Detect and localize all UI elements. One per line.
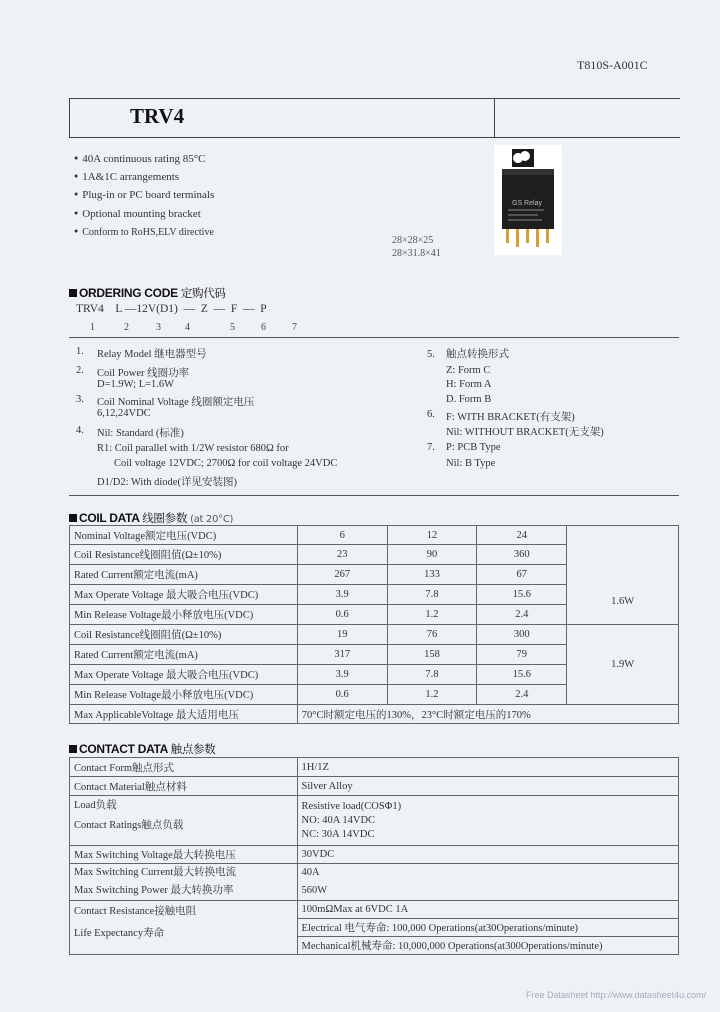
option-text: P: PCB Type — [446, 442, 501, 453]
ordering-heading: ORDERING CODE 定购代码 — [69, 285, 226, 301]
feature-item: ● 40A continuous rating 85°C — [74, 151, 214, 169]
table-row: Contact Form触点形式 1H/1Z — [70, 758, 679, 777]
option-text: Coil voltage 12VDC; 2700Ω for coil voltage 24VDC — [114, 458, 338, 469]
table-row: Min Release Voltage最小释放电压(VDC) 0.6 1.2 2.4 — [70, 605, 679, 625]
option-text: D. Form B — [446, 394, 492, 405]
code-number: 6 — [261, 322, 266, 333]
table-row: Max Operate Voltage 最大吸合电压(VDC) 3.9 7.8 15.6 — [70, 665, 679, 685]
coil-power-b: 1.9W — [567, 625, 679, 705]
option-number: 1. — [76, 346, 84, 357]
table-row: Max Switching Current最大转换电流 Max Switching Power 最大转换功率 40A 560W — [70, 864, 679, 901]
dimension-b: 28×31.8×41 — [392, 248, 441, 259]
table-row: Rated Current额定电流(mA) 317 158 79 — [70, 645, 679, 665]
table-row: Contact Material触点材料 Silver Alloy — [70, 777, 679, 796]
feature-item: ● Conform to RoHS,ELV directive — [74, 224, 214, 242]
table-row: Min Release Voltage最小释放电压(VDC) 0.6 1.2 2.4 — [70, 685, 679, 705]
option-text: 触点转换形式 — [446, 349, 509, 360]
coil-power-a: 1.6W — [567, 526, 679, 625]
feature-list — [74, 151, 214, 242]
option-number: 5. — [427, 349, 435, 360]
option-number: 3. — [76, 394, 84, 405]
table-row: Max ApplicableVoltage 最大适用电压 70°C时额定电压的130%，23°C时额定电压的170% — [70, 705, 679, 724]
table-row: Coil Resistance线圈阻值(Ω±10%) 19 76 300 1.9W — [70, 625, 679, 645]
divider — [69, 337, 679, 338]
contact-table — [69, 757, 679, 955]
option-text: Z: Form C — [446, 365, 491, 376]
option-text: 6,12,24VDC — [97, 408, 151, 419]
option-number: 2. — [76, 365, 84, 376]
option-text: H: Form A — [446, 379, 492, 390]
code-number: 3 — [156, 322, 161, 333]
table-row: Rated Current额定电流(mA) 267 133 67 — [70, 565, 679, 585]
option-number: 4. — [76, 425, 84, 436]
option-text: D1/D2: With diode(详见安装图) — [97, 477, 237, 488]
option-text: Coil Power 线圈功率 — [97, 368, 190, 379]
code-number: 1 — [90, 322, 95, 333]
table-row: Nominal Voltage额定电压(VDC) 6 12 24 1.6W — [70, 526, 679, 545]
option-number: 7. — [427, 442, 435, 453]
option-text: Relay Model 继电器型号 — [97, 349, 207, 360]
coil-heading: COIL DATA 线圈参数 (at 20°C) — [69, 510, 233, 526]
table-row: Mechanical机械寿命: 10,000,000 Operations(at300Operations/minute) — [70, 937, 679, 955]
contact-heading: CONTACT DATA 触点参数 — [69, 741, 215, 757]
option-text: R1: Coil parallel with 1/2W resistor 680Ω for — [97, 443, 289, 454]
table-row: Coil Resistance线圈阻值(Ω±10%) 23 90 360 — [70, 545, 679, 565]
coil-table — [69, 525, 679, 724]
product-title: TRV4 — [130, 104, 185, 128]
option-number: 6. — [427, 409, 435, 420]
table-row: Max Operate Voltage 最大吸合电压(VDC) 3.9 7.8 15.6 — [70, 585, 679, 605]
divider — [69, 495, 679, 496]
document-number: T810S-A001C — [577, 58, 648, 72]
ordering-code: TRV4 L —12V(D1) — Z — F — P — [76, 303, 267, 315]
code-number: 5 — [230, 322, 235, 333]
option-text: Nil: WITHOUT BRACKET(无支架) — [446, 427, 604, 438]
table-row: Load负载 Contact Ratings触点负载 Resistive load(COSΦ1) NO: 40A 14VDC NC: 30A 14VDC — [70, 796, 679, 846]
relay-photo — [494, 145, 562, 255]
option-text: Nil: B Type — [446, 458, 496, 469]
table-row: Max Switching Voltage最大转换电压 30VDC — [70, 846, 679, 864]
code-number: 2 — [124, 322, 129, 333]
option-text: D=1.9W; L=1.6W — [97, 379, 175, 390]
title-divider — [494, 98, 495, 138]
option-text: Coil Nominal Voltage 线圈额定电压 — [97, 397, 255, 408]
feature-item: ● Optional mounting bracket — [74, 206, 214, 224]
relay-label: GS Relay — [512, 200, 542, 207]
feature-item: ● 1A&1C arrangements — [74, 169, 214, 187]
option-text: F: WITH BRACKET(有支架) — [446, 412, 575, 423]
option-text: Nil: Standard (标准) — [97, 428, 184, 439]
code-number: 7 — [292, 322, 297, 333]
dimension-a: 28×28×25 — [392, 235, 434, 246]
code-number: 4 — [185, 322, 190, 333]
table-row: Contact Resistance接触电阻 Life Expectancy寿命 100mΩMax at 6VDC 1A — [70, 901, 679, 919]
watermark: Free Datasheet http://www.datasheet4u.com/ — [526, 990, 707, 1000]
table-row: Electrical 电气寿命: 100,000 Operations(at30Operations/minute) — [70, 919, 679, 937]
feature-item: ● Plug-in or PC board terminals — [74, 187, 214, 205]
